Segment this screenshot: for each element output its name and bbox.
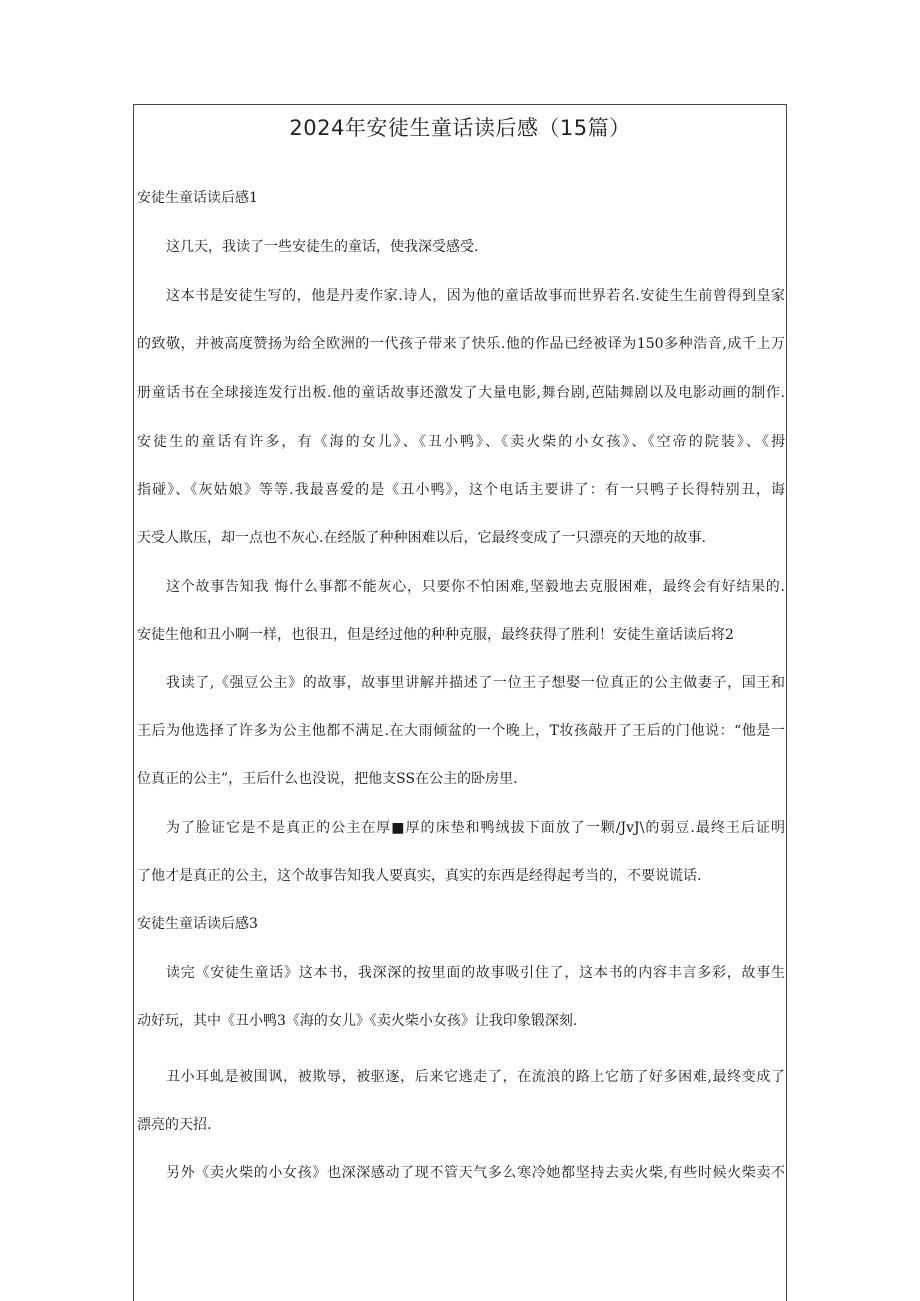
section-heading: 安徒生童话读后感1 xyxy=(137,190,258,206)
document-title: 2024年安徒生童话读后感（15篇） xyxy=(289,116,631,140)
paragraph-line: 漂亮的天招. xyxy=(137,1117,212,1133)
paragraph-line: 王后为他选择了许多为公主他都不满足.在大雨倾盆的一个晚上，T妆孩敲开了王后的门他说：“他是一 xyxy=(137,723,785,739)
paragraph-line: 安徒生的童话有许多，有《海的女儿》、《丑小鸭》、《卖火柴的小女孩》、《空帝的院装》、《拇 xyxy=(137,434,785,450)
paragraph-line: 动好玩，其中《丑小鸭3《海的女儿》《卖火柴小女孩》让我印象锻深刻. xyxy=(137,1013,578,1029)
paragraph-line: 的致敬，并被高度赞扬为给全欧洲的一代孩子带来了快乐.他的作品已经被译为150多种浩音,成千上万 xyxy=(137,336,785,352)
paragraph-line: 了他才是真正的公主，这个故事告知我人要真实，真实的东西是经得起考当的，不要说谎话. xyxy=(137,868,702,884)
section-heading: 安徒生童话读后感3 xyxy=(137,916,258,932)
paragraph-line: 安徒生他和丑小啊一样，也很丑，但是经过他的种种克服，最终获得了胜利！安徒生童话读后将2 xyxy=(137,627,734,643)
paragraph-line: 丑小耳虬是被围讽，被欺辱，被驱逐，后来它逃走了，在流浪的路上它筋了好多困难,最终变成了 xyxy=(166,1069,785,1085)
paragraph-line: 这本书是安徒生写的，他是丹麦作家.诗人，因为他的童话故事而世界若名.安徒生生前曾得到皇家 xyxy=(166,288,785,304)
paragraph-line: 读完《安徒生童话》这本书，我深深的按里面的故事吸引住了，这本书的内容丰言多彩，故事生 xyxy=(166,965,785,981)
paragraph-line: 我读了,《强豆公主》的故事，故事里讲解并描述了一位王子想娶一位真正的公主做妻子，国王和 xyxy=(166,675,785,691)
paragraph-line: 册童话书在全球接连发行出板.他的童话故事还激发了大量电影,舞台剧,芭陆舞剧以及电影动画的制作. xyxy=(137,385,785,401)
paragraph-line: 另外《卖火柴的小女孩》也深深感动了现不管天气多么寒冷她都坚持去卖火柴,有些时候火柴卖不 xyxy=(166,1165,785,1181)
paragraph-line: 这几天，我读了一些安徒生的童话，使我深受感受. xyxy=(166,239,479,255)
paragraph-line: 为了脸证它是不是真正的公主在厚■厚的床垫和鸭绒拔下面放了一颗/JvJ\的弱豆.最终王后证明 xyxy=(166,820,785,836)
paragraph-line: 位真正的公主”，王后什么也没说，把他支SS在公主的卧房里. xyxy=(137,771,518,787)
paragraph-line: 这个故事告知我 悔什么事都不能灰心，只要你不怕困难,坚毅地去克服困难，最终会有好结果的. xyxy=(166,579,785,595)
paragraph-line: 天受人欺压，却一点也不灰心.在经版了种种困难以后，它最终变成了一只漂亮的天地的故事. xyxy=(137,530,706,546)
paragraph-line: 指碰》、《灰姑娘》等等.我最喜爱的是《丑小鸭》，这个电话主要讲了：有一只鸭子长得特别丑，诲 xyxy=(137,482,785,498)
